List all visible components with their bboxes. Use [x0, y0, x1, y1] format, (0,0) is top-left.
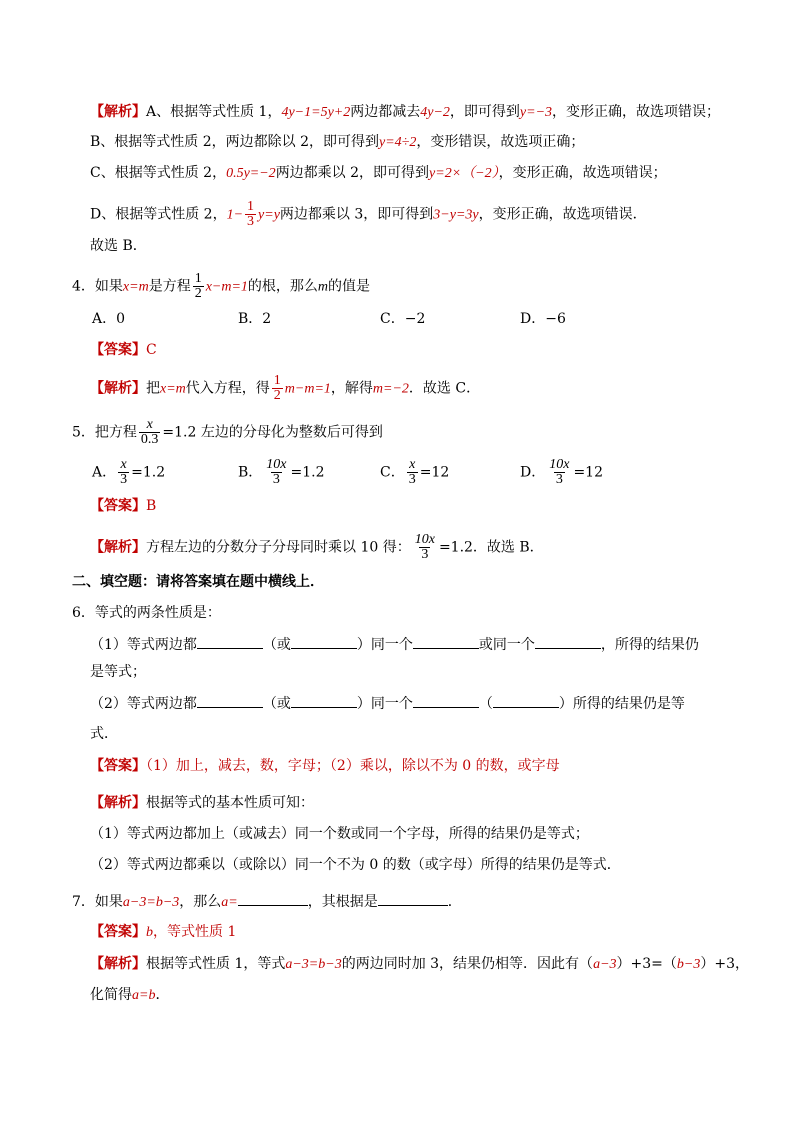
fraction: $\frac{1}{3}$: [247, 199, 255, 229]
q3-explain-b: B、根据等式性质 2，两边都除以 2，即可得到y=4÷2，变形错误，故选项正确；: [90, 134, 585, 150]
q6-property-2-cont: 式．: [90, 726, 118, 742]
q4-option-b: B．2: [238, 311, 272, 327]
answer-blank[interactable]: [197, 634, 263, 649]
q4-option-a: A．0: [92, 311, 126, 327]
q3-explain-d: D、根据等式性质 2，1− $\frac{1}{3}$ y=y两边都乘以 3，即可得到3−y=3y，变形正确，故选项错误．: [90, 199, 647, 229]
q4-option-d: D．−6: [520, 311, 566, 327]
q7-stem: 7．如果a−3=b−3，那么a= ，其根据是 ．: [72, 891, 462, 913]
q4-explain: 【解析】把x=m代入方程，得 $\frac{1}{2}$ m−m=1，解得m=−2．故选 C．: [90, 373, 481, 403]
q6-property-2: （2）等式两边都 （或 ）同一个 （ ）所得的结果仍是等: [90, 693, 685, 714]
fraction: $\frac{1}{2}$: [194, 271, 202, 301]
q5-answer: 【答案】B: [90, 498, 157, 514]
answer-tag: 【答案】: [90, 758, 146, 774]
q7-explain-2: 化简得a=b．: [90, 987, 170, 1003]
explain-tag: 【解析】: [90, 539, 146, 556]
explain-tag: 【解析】: [90, 956, 146, 972]
q5-option-a: A． $\frac{x}{3}$ =1.2: [92, 457, 166, 487]
answer-blank[interactable]: [535, 634, 601, 649]
fraction: $\frac{1}{2}$: [273, 373, 281, 403]
fraction: $\frac{10x}{3}$: [266, 457, 287, 487]
fraction: $\frac{10x}{3}$: [414, 532, 435, 562]
answer-blank[interactable]: [413, 634, 479, 649]
section-title: 二、填空题：请将答案填在题中横线上．: [72, 574, 324, 590]
fraction: $\frac{x}{3}$: [408, 457, 416, 487]
answer-blank[interactable]: [291, 634, 357, 649]
q5-option-b: B． $\frac{10x}{3}$ =1.2: [238, 457, 325, 487]
q6-explain: 【解析】根据等式的基本性质可知：: [90, 795, 314, 811]
q7-answer: 【答案】b，等式性质 1: [90, 924, 237, 940]
q4-answer: 【答案】C: [90, 342, 157, 358]
q5-option-c: C． $\frac{x}{3}$ =12: [380, 457, 450, 487]
fraction: $\frac{10x}{3}$: [549, 457, 570, 487]
q6-property-1: （1）等式两边都 （或 ）同一个 或同一个 ，所得的结果仍: [90, 634, 699, 655]
explain-tag: 【解析】: [90, 104, 146, 120]
answer-blank[interactable]: [493, 693, 559, 708]
q4-stem: 4．如果x=m是方程 $\frac{1}{2}$ x−m=1的根，那么m的值是: [72, 271, 371, 301]
answer-tag: 【答案】: [90, 342, 146, 358]
answer-tag: 【答案】: [90, 498, 146, 514]
q6-explain-3: （2）等式两边都乘以（或除以）同一个不为 0 的数（或字母）所得的结果仍是等式．: [90, 857, 621, 873]
q7-explain: 【解析】根据等式性质 1，等式a−3=b−3的两边同时加 3，结果仍相等．因此有（a−3）+3=（b−3）+3，: [90, 956, 749, 972]
q5-stem: 5．把方程 $\frac{x}{0.3}$ =1.2 左边的分母化为整数后可得到: [72, 417, 383, 447]
q3-explain-c: C、根据等式性质 2，0.5y=−2两边都乘以 2，即可得到y=2×（−2），变形正确，故选项错误；: [90, 165, 667, 181]
fraction: $\frac{x}{3}$: [120, 457, 128, 487]
q5-explain: 【解析】方程左边的分数分子分母同时乘以 10 得： $\frac{10x}{3}$ =1.2．故选 B．: [90, 532, 544, 562]
q6-answer: 【答案】（1）加上，减去，数，字母；（2）乘以，除以不为 0 的数，或字母: [90, 758, 560, 774]
q6-property-1-cont: 是等式；: [90, 664, 146, 680]
q4-option-c: C．−2: [380, 311, 426, 327]
explain-tag: 【解析】: [90, 795, 146, 811]
q3-explain-a: 【解析】A、根据等式性质 1，4y−1=5y+2两边都减去4y−2，即可得到y=−3，变形正确，故选项错误；: [90, 104, 721, 120]
explain-tag: 【解析】: [90, 380, 146, 397]
fraction: $\frac{x}{0.3}$: [140, 417, 159, 447]
answer-blank[interactable]: [238, 891, 308, 906]
q6-explain-2: （1）等式两边都加上（或减去）同一个数或同一个字母，所得的结果仍是等式；: [90, 826, 589, 842]
answer-blank[interactable]: [197, 693, 263, 708]
answer-blank[interactable]: [291, 693, 357, 708]
answer-tag: 【答案】: [90, 924, 146, 940]
q3-choose: 故选 B．: [90, 238, 147, 254]
q6-stem: 6．等式的两条性质是：: [72, 605, 221, 621]
answer-blank[interactable]: [413, 693, 479, 708]
answer-blank[interactable]: [378, 891, 448, 906]
q5-option-d: D． $\frac{10x}{3}$ =12: [520, 457, 603, 487]
